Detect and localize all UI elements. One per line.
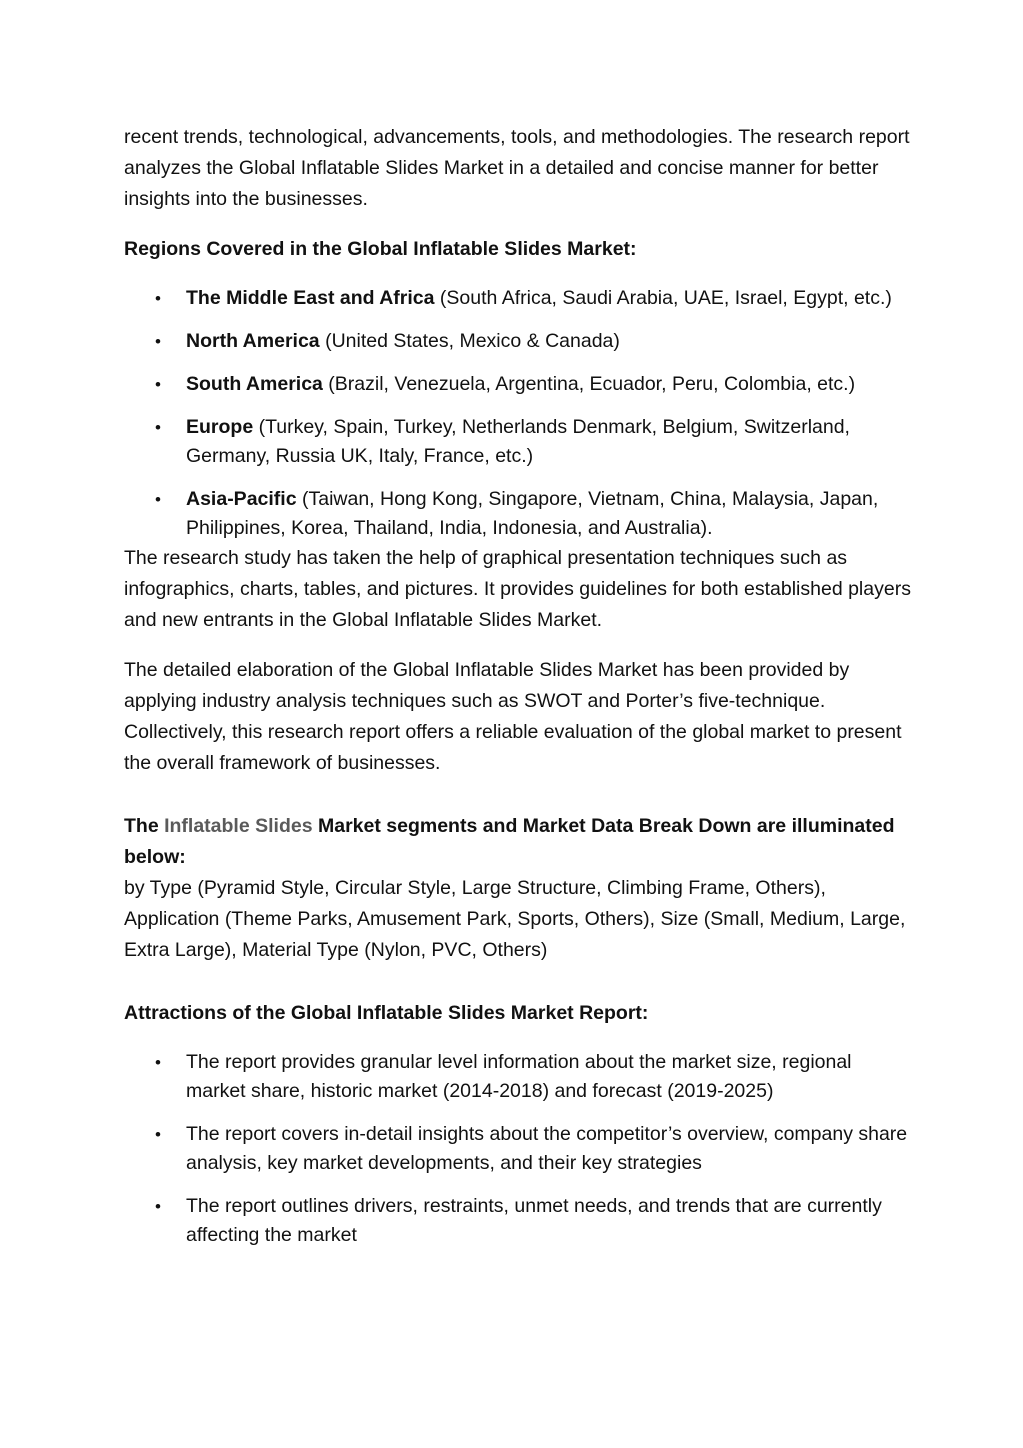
bullet-icon: • (155, 332, 161, 351)
research-paragraph: The research study has taken the help of graphical presentation techniques such as infographics, charts, tables, and pictures. It provides guidelines for both established players and new entrants in the Global Inflatable Slides Market. (124, 547, 911, 631)
regions-heading: Regions Covered in the Global Inflatable Slides Market: (124, 238, 637, 260)
attractions-list (124, 1048, 914, 1250)
regions-list (124, 284, 914, 543)
list-item (124, 485, 914, 543)
inflatable-slides-link[interactable]: Inflatable Slides (164, 815, 313, 837)
region-name: North America (186, 330, 320, 352)
region-name: Europe (186, 416, 254, 438)
bullet-icon: • (155, 1197, 161, 1216)
bullet-icon: • (155, 1125, 161, 1144)
region-detail: (Turkey, Spain, Turkey, Netherlands Denmark, Belgium, Switzerland, Germany, Russia UK, Italy, France, etc.) (186, 416, 850, 467)
attraction-text: The report provides granular level information about the market size, regional market share, historic market (2014-2018) and forecast (2019-2025) (186, 1051, 852, 1102)
region-name: Asia-Pacific (186, 488, 297, 510)
region-detail: (South Africa, Saudi Arabia, UAE, Israel, Egypt, etc.) (434, 287, 892, 309)
bullet-icon: • (155, 1053, 161, 1072)
intro-paragraph: recent trends, technological, advancements, tools, and methodologies. The research report analyzes the Global Inflatable Slides Market in a detailed and concise manner for better insights into the businesses. (124, 126, 910, 210)
list-item (124, 1120, 914, 1178)
segments-body: by Type (Pyramid Style, Circular Style, Large Structure, Climbing Frame, Others), Application (Theme Parks, Amusement Park, Sports, Others), Size (Small, Medium, Large, Extra Large), Material Type (Nylon, PVC, Others) (124, 877, 906, 961)
bullet-icon: • (155, 289, 161, 308)
list-item (124, 1192, 914, 1250)
elaboration-paragraph: The detailed elaboration of the Global Inflatable Slides Market has been provided by applying industry analysis techniques such as SWOT and Porter’s five-technique. Collectively, this research report offers a reliable evaluation of the global market to present the overall framework of businesses. (124, 659, 902, 774)
list-item (124, 413, 914, 471)
list-item (124, 370, 914, 399)
bullet-icon: • (155, 490, 161, 509)
region-name: The Middle East and Africa (186, 287, 435, 309)
document-page (124, 122, 914, 1264)
region-detail: (Brazil, Venezuela, Argentina, Ecuador, Peru, Colombia, etc.) (322, 373, 856, 395)
region-detail: (Taiwan, Hong Kong, Singapore, Vietnam, China, Malaysia, Japan, Philippines, Korea, Thailand, India, Indonesia, and Australia). (186, 488, 879, 539)
segments-heading-suffix: Market segments and Market Data Break Down are illuminated below: (124, 815, 895, 868)
list-item (124, 327, 914, 356)
list-item (124, 1048, 914, 1106)
region-detail: (United States, Mexico & Canada) (319, 330, 620, 352)
list-item (124, 284, 914, 313)
segments-heading (124, 811, 914, 873)
segments-heading-prefix: The (124, 815, 165, 837)
bullet-icon: • (155, 418, 161, 437)
attraction-text: The report outlines drivers, restraints, unmet needs, and trends that are currently affecting the market (186, 1195, 882, 1246)
attraction-text: The report covers in-detail insights about the competitor’s overview, company share analysis, key market developments, and their key strategies (186, 1123, 908, 1174)
bullet-icon: • (155, 375, 161, 394)
region-name: South America (186, 373, 323, 395)
attractions-heading: Attractions of the Global Inflatable Slides Market Report: (124, 1002, 649, 1024)
